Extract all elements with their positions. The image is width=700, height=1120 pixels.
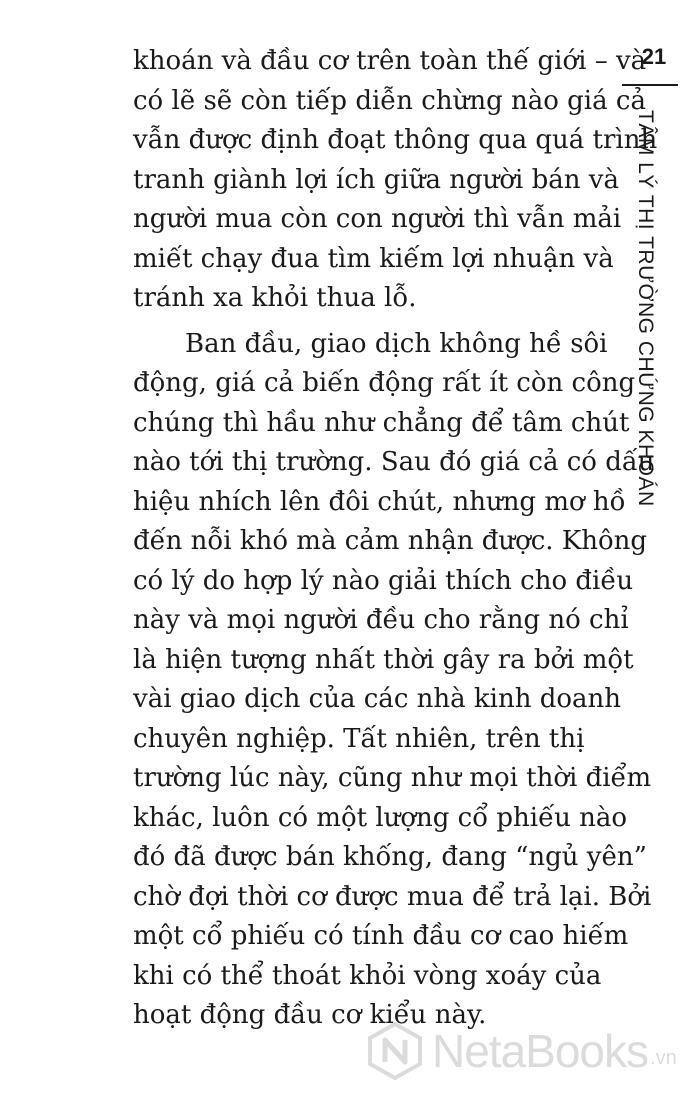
text-line: khoán và đầu cơ trên toàn thế giới – và: [133, 46, 647, 76]
text-line: nào tới thị trường. Sau đó giá cả có dấu: [133, 447, 655, 477]
text-line: là hiện tượng nhất thời gây ra bởi một: [133, 644, 634, 675]
netabooks-logo-icon: [366, 1022, 424, 1080]
text-line: người mua còn con người thì vẫn mải: [133, 204, 622, 234]
text-line: miết chạy đua tìm kiếm lợi nhuận và: [133, 243, 614, 274]
text-line: vẫn được định đoạt thông qua quá trình: [133, 125, 658, 155]
text-line: chúng thì hầu như chẳng để tâm chút: [133, 407, 630, 438]
text-line: tranh giành lợi ích giữa người bán và: [133, 164, 619, 195]
text-line: này và mọi người đều cho rằng nó chỉ: [133, 605, 629, 635]
text-line: chờ đợi thời cơ được mua để trả lại. Bởi: [133, 881, 652, 912]
watermark-suffix: .vn: [650, 1046, 677, 1069]
text-line: vài giao dịch của các nhà kinh doanh: [133, 684, 622, 714]
watermark: [366, 1022, 677, 1080]
text-line: trường lúc này, cũng như mọi thời điểm: [133, 763, 652, 793]
text-line: khác, luôn có một lượng cổ phiếu nào: [133, 802, 628, 833]
text-line: có lý do hợp lý nào giải thích cho điều: [133, 565, 634, 596]
text-line: Ban đầu, giao dịch không hề sôi: [185, 328, 608, 359]
text-line: hiệu nhích lên đôi chút, nhưng mơ hồ: [133, 486, 626, 517]
text-line: tránh xa khỏi thua lỗ.: [133, 283, 417, 313]
watermark-text: NetaBooks: [432, 1025, 649, 1077]
text-line: đó đã được bán khống, đang “ngủ yên”: [133, 842, 647, 872]
text-line: có lẽ sẽ còn tiếp diễn chừng nào giá cả: [133, 85, 646, 116]
running-title: TÂM LÝ THỊ TRƯỜNG CHỨNG KHOÁN: [634, 110, 657, 507]
text-line: động, giá cả biến động rất ít còn công: [133, 368, 636, 398]
paragraph-2: [133, 325, 655, 1036]
text-line: đến nỗi khó mà cảm nhận được. Không: [133, 526, 648, 556]
text-line: chuyên nghiệp. Tất nhiên, trên thị: [133, 723, 585, 754]
text-line: một cổ phiếu có tính đầu cơ cao hiếm: [133, 921, 629, 951]
page-number: 21: [641, 44, 667, 69]
text-line: khi có thể thoát khỏi vòng xoáy của: [133, 960, 602, 991]
text-line: hoạt động đầu cơ kiểu này.: [133, 1000, 487, 1030]
